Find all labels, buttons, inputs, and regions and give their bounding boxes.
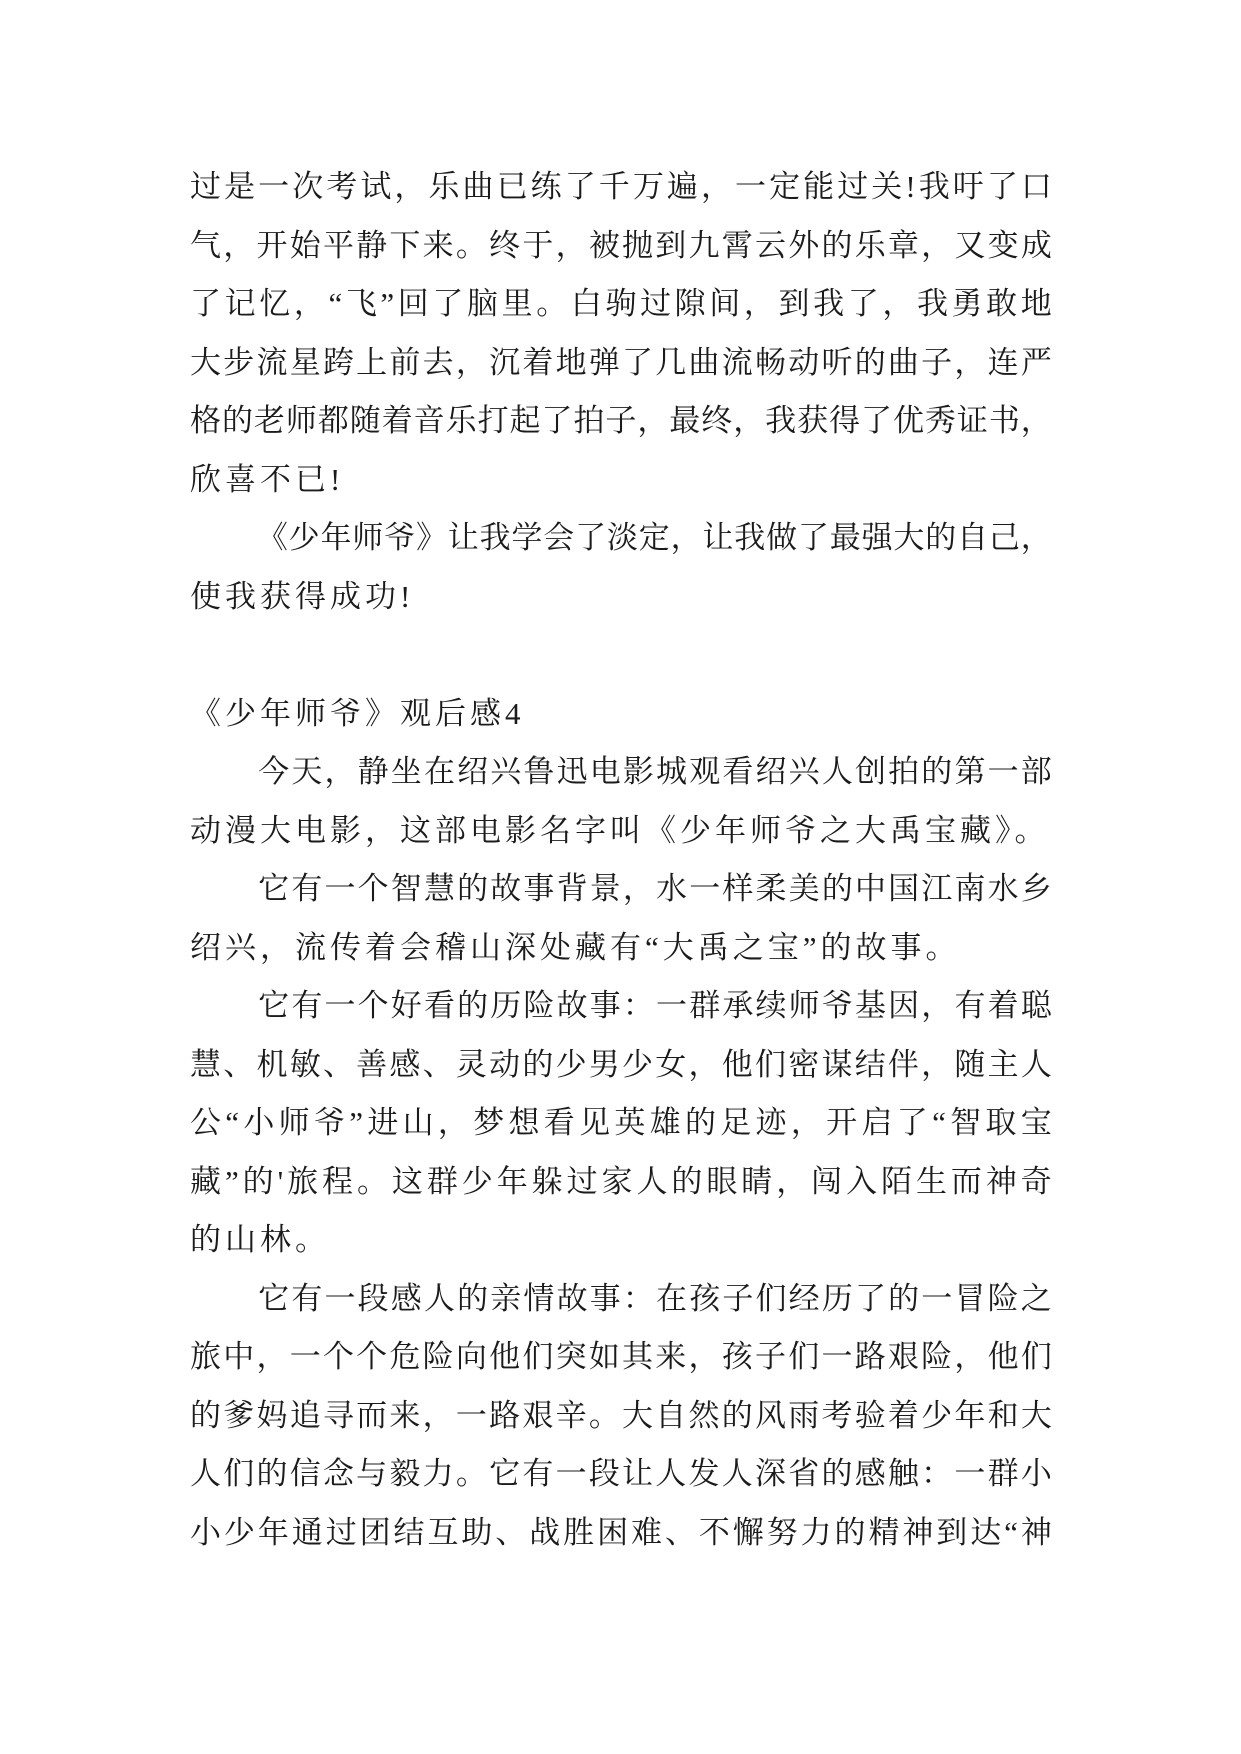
essay-line: 《 少 年 师 爷 》 让 我 学 会 了 淡 定 ， 让 我 做 了 最 强 大 的 自 己 ， <box>256 520 1052 555</box>
essay-line: 它 有 一 个 好 看 的 历 险 故 事 ： 一 群 承 续 师 爷 基 因 ， 有 着 聪 <box>258 988 1052 1023</box>
essay-line: 动漫大电影，这部电影名字叫《少年师爷之大禹宝藏》。 <box>190 812 1050 848</box>
essay-line: 藏 ” 的 ' 旅 程 。 这 群 少 年 躲 过 家 人 的 眼 睛 ， 闯 入 陌 生 而 神 奇 <box>190 1163 1052 1199</box>
essay-line: 它 有 一 个 智 慧 的 故 事 背 景 ， 水 一 样 柔 美 的 中 国 江 南 水 乡 <box>258 871 1052 906</box>
essay-line: 小 少 年 通 过 团 结 互 助 、 战 胜 困 难 、 不 懈 努 力 的 精 神 到 达 “ 神 <box>190 1514 1052 1550</box>
text-block <box>190 158 1052 1562</box>
essay-line: 旅 中 ， 一 个 个 危 险 向 他 们 突 如 其 来 ， 孩 子 们 一 路 艰 险 ， 他 们 <box>190 1339 1052 1374</box>
essay-line: 今 天 ， 静 坐 在 绍 兴 鲁 迅 电 影 城 观 看 绍 兴 人 创 拍 的 第 一 部 <box>258 754 1052 789</box>
essay-line: 的 爹 妈 追 寻 而 来 ， 一 路 艰 辛 。 大 自 然 的 风 雨 考 验 着 少 年 和 大 <box>190 1397 1052 1433</box>
essay-line: 绍兴，流传着会稽山深处藏有“大禹之宝”的故事。 <box>190 929 961 965</box>
essay-line: 人 们 的 信 念 与 毅 力 。 它 有 一 段 让 人 发 人 深 省 的 感 触 ： 一 群 小 <box>190 1456 1052 1491</box>
essay-line: 公 “ 小 师 爷 ” 进 山 ， 梦 想 看 见 英 雄 的 足 迹 ， 开 启 了 “ 智 取 宝 <box>190 1105 1052 1140</box>
essay-line: 使我获得成功! <box>190 578 415 614</box>
essay-line: 欣喜不已! <box>190 461 345 497</box>
essay-line: 了 记 忆 ， “ 飞 ” 回 了 脑 里 。 白 驹 过 隙 间 ， 到 我 了 ， 我 勇 敢 地 <box>190 286 1052 321</box>
essay-line: 它 有 一 段 感 人 的 亲 情 故 事 ： 在 孩 子 们 经 历 了 的 一 冒 险 之 <box>258 1280 1052 1316</box>
essay-line: 过 是 一 次 考 试 ， 乐 曲 已 练 了 千 万 遍 ， 一 定 能 过 关 ! 我 吁 了 口 <box>190 169 1052 204</box>
essay-line: 大 步 流 星 跨 上 前 去 ， 沉 着 地 弹 了 几 曲 流 畅 动 听 的 曲 子 ， 连 严 <box>190 344 1052 380</box>
essay-line: 的山林。 <box>190 1222 330 1257</box>
section-heading: 《少年师爷》观后感4 <box>190 695 525 731</box>
essay-line: 格 的 老 师 都 随 着 音 乐 打 起 了 拍 子 ， 最 终 ， 我 获 得 了 优 秀 证 书 ， <box>190 403 1052 438</box>
blank-line <box>190 626 1052 685</box>
essay-line: 气 ， 开 始 平 静 下 来 。 终 于 ， 被 抛 到 九 霄 云 外 的 乐 章 ， 又 变 成 <box>190 227 1052 263</box>
essay-line: 慧 、 机 敏 、 善 感 、 灵 动 的 少 男 少 女 ， 他 们 密 谋 结 伴 ， 随 主 人 <box>190 1046 1052 1082</box>
